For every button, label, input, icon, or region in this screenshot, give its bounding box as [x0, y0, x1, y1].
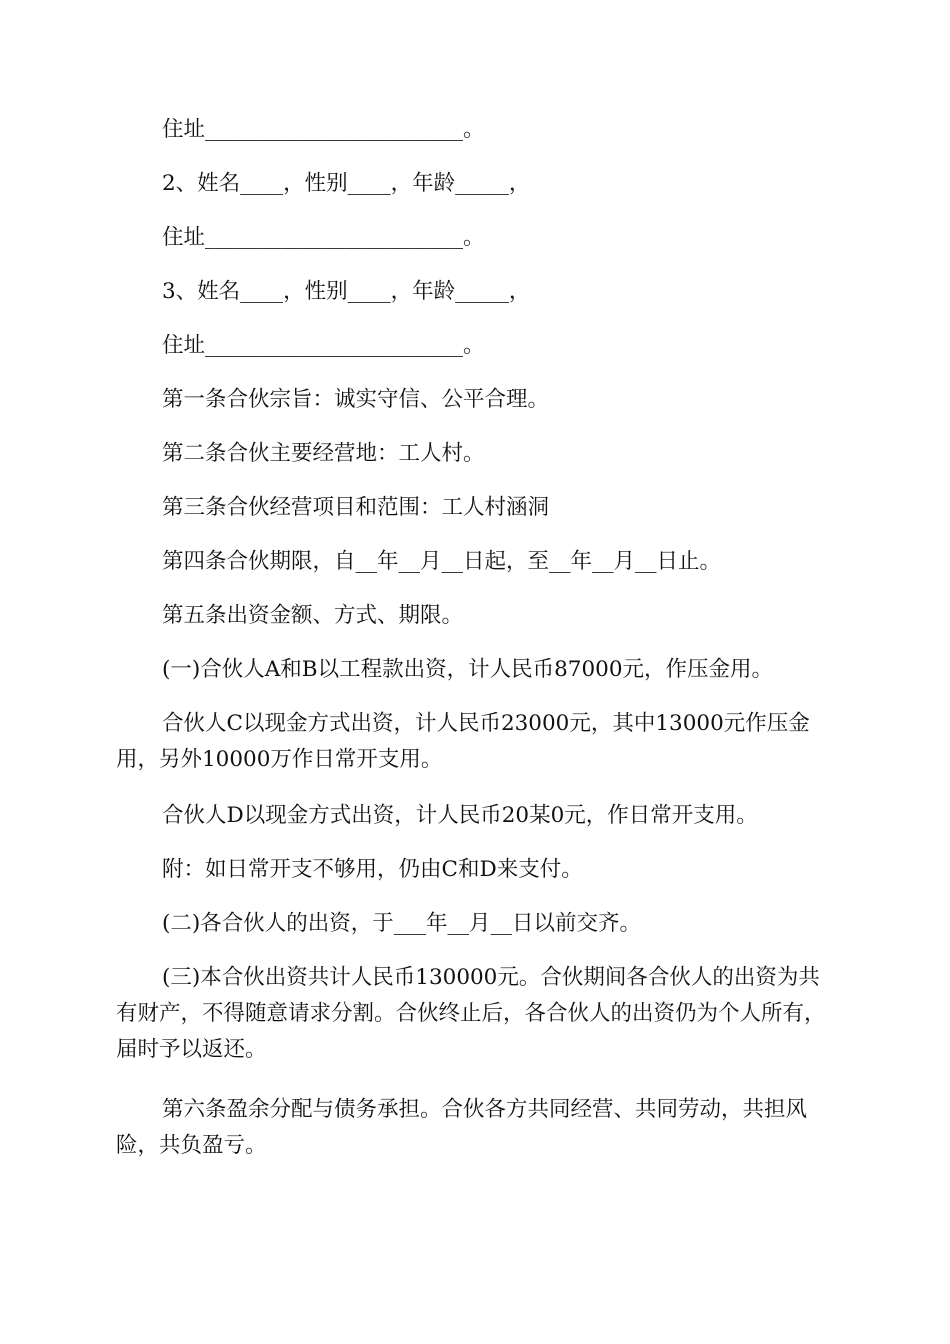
article-1: 第一条合伙宗旨：诚实守信、公平合理。	[162, 387, 550, 412]
address-line-2: 住址________________________。	[162, 225, 485, 250]
contribution-note: 附：如日常开支不够用，仍由C和D来支付。	[162, 857, 583, 882]
article-5-clause-3: (三)本合伙出资共计人民币130000元。合伙期间各合伙人的出资为共有财产，不得随意请求分割。合伙终止后，各合伙人的出资仍为个人所有，届时予以返还。	[116, 965, 826, 1062]
article-5-clause-1: (一)合伙人A和B以工程款出资，计人民币87000元，作压金用。	[162, 657, 773, 682]
article-3: 第三条合伙经营项目和范围：工人村涵洞	[162, 495, 550, 520]
article-2: 第二条合伙主要经营地：工人村。	[162, 441, 485, 466]
partner-2-info-line: 2、姓名____，性别____，年龄_____，	[162, 171, 531, 196]
article-5-clause-2: (二)各合伙人的出资，于___年__月__日以前交齐。	[162, 911, 642, 936]
partner-c-contribution: 合伙人C以现金方式出资，计人民币23000元，其中13000元作压金用，另外10000万作日常开支用。	[116, 711, 810, 772]
article-4: 第四条合伙期限，自__年__月__日起，至__年__月__日止。	[162, 549, 722, 574]
partner-3-info-line: 3、姓名____，性别____，年龄_____，	[162, 279, 531, 304]
address-line-3: 住址________________________。	[162, 333, 485, 358]
article-6: 第六条盈余分配与债务承担。合伙各方共同经营、共同劳动，共担风险，共负盈亏。	[116, 1097, 808, 1158]
address-line-1: 住址________________________。	[162, 117, 485, 142]
partner-d-contribution: 合伙人D以现金方式出资，计人民币20某0元，作日常开支用。	[162, 803, 758, 828]
article-5: 第五条出资金额、方式、期限。	[162, 603, 464, 628]
